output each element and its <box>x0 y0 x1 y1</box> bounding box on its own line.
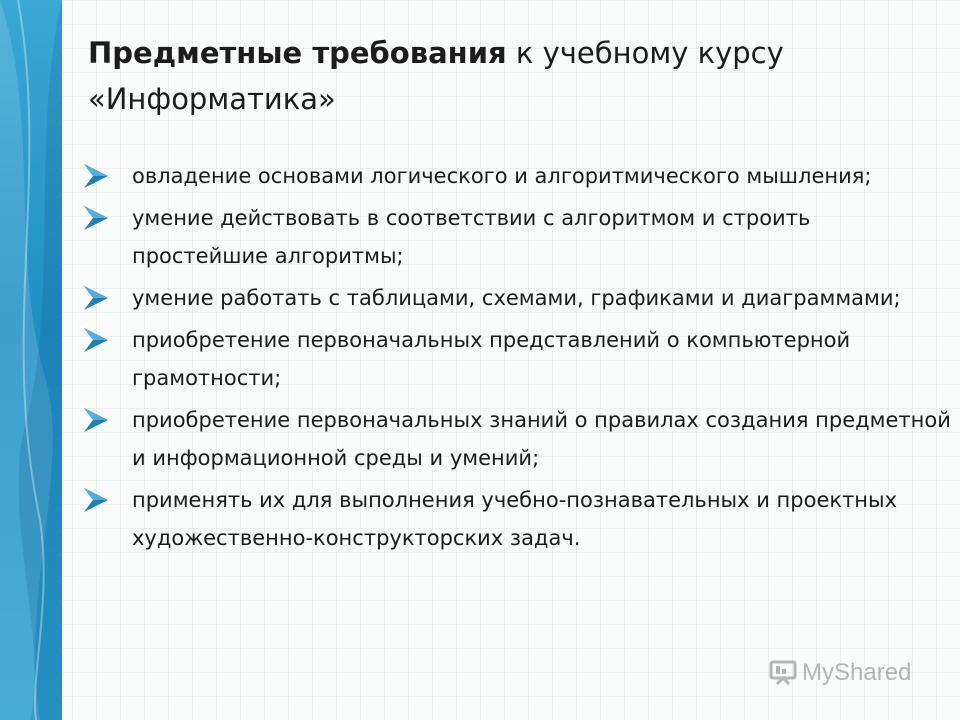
list-item-text: приобретение первоначальных представлений о компьютерной грамотности; <box>132 328 851 390</box>
title-rest: к учебному курсу «Информатика» <box>88 36 784 116</box>
list-item <box>82 321 952 397</box>
list-item <box>82 157 952 195</box>
watermark-logo <box>768 654 928 692</box>
list-item <box>82 279 952 317</box>
list-item <box>82 481 952 557</box>
title-bold: Предметные требования <box>88 36 507 70</box>
list-item-text: умение действовать в соответствии с алгоритмом и строить простейшие алгоритмы; <box>132 206 811 268</box>
arrow-bullet-icon <box>82 203 110 233</box>
watermark-text: MyShared <box>802 659 912 686</box>
arrow-bullet-icon <box>82 283 110 313</box>
list-item-text: овладение основами логического и алгоритмического мышления; <box>132 164 872 188</box>
list-item-text: применять их для выполнения учебно-познавательных и проектных художественно-конструкторских задач. <box>132 488 898 550</box>
page-title <box>88 30 908 122</box>
decorative-side-band <box>0 0 62 720</box>
arrow-bullet-icon <box>82 161 110 191</box>
arrow-bullet-icon <box>82 325 110 355</box>
list-item <box>82 401 952 477</box>
list-item <box>82 199 952 275</box>
arrow-bullet-icon <box>82 405 110 435</box>
arrow-bullet-icon <box>82 485 110 515</box>
presentation-board-icon <box>768 658 798 688</box>
list-item-text: приобретение первоначальных знаний о правилах создания предметной и информационной среды и умений; <box>132 408 951 470</box>
list-item-text: умение работать с таблицами, схемами, графиками и диаграммами; <box>132 286 901 310</box>
requirements-list <box>82 157 952 561</box>
